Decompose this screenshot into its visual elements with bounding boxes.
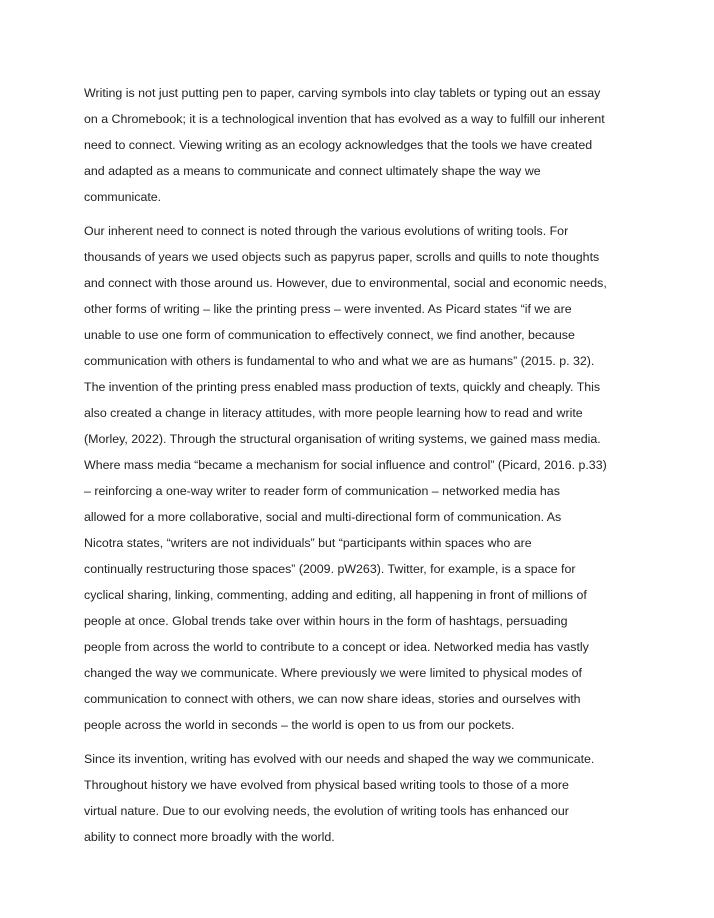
document-page [84,80,644,858]
paragraph-conclusion: Since its invention, writing has evolved with our needs and shaped the way we communicate. Throughout history we have evolved from physical based writing tools to those of a more virtual nature. Due to our evolving needs, the evolution of writing tools has enhanced our ability to connect more broadly with the world. [84,752,595,844]
paragraph-body: Our inherent need to connect is noted through the various evolutions of writing tools. For thousands of years we used objects such as papyrus paper, scrolls and quills to note thoughts and connect with those around us. However, due to environmental, social and economic needs, other forms of writing – like the printing press – were invented. As Picard states “if we are unable to use one form of communication to effectively connect, we find another, because communication with others is fundamental to who and what we are as humans” (2015. p. 32). The invention of the printing press enabled mass production of texts, quickly and cheaply. This also created a change in literacy attitudes, with more people learning how to read and write (Morley, 2022). Through the structural organisation of writing systems, we gained mass media. Where mass media “became a mechanism for social influence and control” (Picard, 2016. p.33) – reinforcing a one-way writer to reader form of communication – networked media has allowed for a more collaborative, social and multi-directional form of communication. As Nicotra states, “writers are not individuals” but “participants within spaces who are continually restructuring those spaces” (2009. pW263). Twitter, for example, is a space for cyclical sharing, linking, commenting, adding and editing, all happening in front of millions of people at once. Global trends take over within hours in the form of hashtags, persuading people from across the world to contribute to a concept or idea. Networked media has vastly changed the way we communicate. Where previously we were limited to physical modes of communication to connect with others, we can now share ideas, stories and ourselves with people across the world in seconds – the world is open to us from our pockets. [84,224,607,732]
paragraph-intro: Writing is not just putting pen to paper, carving symbols into clay tablets or typing out an essay on a Chromebook; it is a technological invention that has evolved as a way to fulfill our inherent need to connect. Viewing writing as an ecology acknowledges that the tools we have created and adapted as a means to communicate and connect ultimately shape the way we communicate. [84,86,605,204]
